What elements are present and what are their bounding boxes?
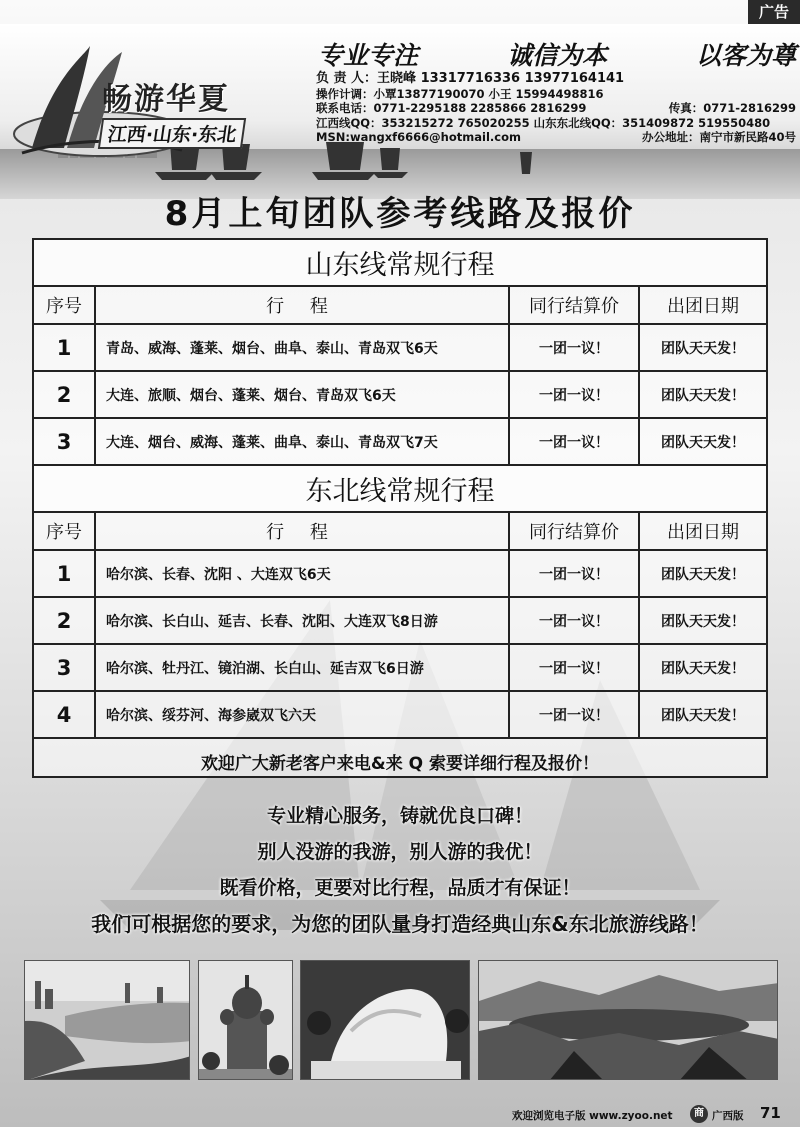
table-row: 4 哈尔滨、绥芬河、海参崴双飞六天 一团一议！ 团队天天发！ [34,692,766,739]
taglines [0,798,800,942]
footer-bar [0,1100,800,1127]
photo-church [198,960,293,1080]
table-row: 2 大连、旅顺、烟台、蓬莱、烟台、青岛双飞6天 一团一议！ 团队天天发！ [34,372,766,419]
tagline: 我们可根据您的要求，为您的团队量身打造经典山东&东北旅游线路！ [91,912,709,936]
table-header [34,287,766,325]
contact-row: 联系电话：0771-2295188 2285866 2816299 传真：0771-2816299 [316,101,796,115]
table-row: 1 哈尔滨、长春、沈阳 、大连双飞6天 一团一议！ 团队天天发！ [34,551,766,598]
publisher-logo-icon: 商 [690,1105,708,1123]
page-title: 8月上旬团队参考线路及报价 [164,194,636,234]
table-footer-note: 欢迎广大新老客户来电&来 Q 索要详细行程及报价！ [200,754,600,774]
website-link[interactable]: 欢迎浏览电子版 www.zyoo.net [512,1110,673,1122]
table-row: 2 哈尔滨、长白山、延吉、长春、沈阳、大连双飞8日游 一团一议！ 团队天天发！ [34,598,766,645]
header-seq: 序号 [34,287,96,323]
contact-row: 负 责 人：王晓峰 13317716336 13977164141 [316,71,625,86]
contact-row: MSN:wangxf6666@hotmail.com 办公地址：南宁市新民路40号 [316,130,796,144]
header-route: 行 程 [96,287,510,323]
section-title-shandong: 山东线常规行程 [34,240,766,287]
ad-tag: 广告 [748,0,800,24]
contact-info [316,72,796,145]
table-row: 3 大连、烟台、威海、蓬莱、曲阜、泰山、青岛双飞7天 一团一议！ 团队天天发！ [34,419,766,466]
tagline: 别人没游的我游，别人游的我优！ [257,841,543,863]
logo-subtitle: 江西·山东·东北 [98,118,247,149]
table-row: 3 哈尔滨、牡丹江、镜泊湖、长白山、延吉双飞6日游 一团一议！ 团队天天发！ [34,645,766,692]
photo-coastal-city [24,960,190,1080]
tagline: 既看价格，更要对比行程，品质才有保证！ [219,877,581,899]
contact-row: 操作计调：小覃13877190070 小王 15994498816 [316,86,604,101]
header-date: 出团日期 [667,296,739,317]
edition-label: 广西版 [712,1110,744,1122]
logo-name: 畅游华夏 [102,82,230,117]
header [0,24,800,199]
table-header: 序号 行 程 同行结算价 出团日期 [34,513,766,551]
slogan-line [318,36,796,72]
contact-row: 江西线QQ：353215272 765020255 山东东北线QQ：351409872 519550480 [316,115,771,130]
table-row: 1 青岛、威海、蓬莱、烟台、曲阜、泰山、青岛双飞6天 一团一议！ 团队天天发！ [34,325,766,372]
slogan: 诚信为本 [506,41,607,70]
slogan: 专业专注 [318,41,419,70]
routes-table [32,238,768,778]
section-title-dongbei: 东北线常规行程 [34,466,766,513]
slogan: 以客为尊 [695,41,796,70]
header-price: 同行结算价 [510,287,640,323]
photo-crater-lake [478,960,778,1080]
tagline: 专业精心服务，铸就优良口碑！ [266,805,533,827]
page-number: 71 [760,1104,781,1122]
photo-ice-sculpture [300,960,470,1080]
